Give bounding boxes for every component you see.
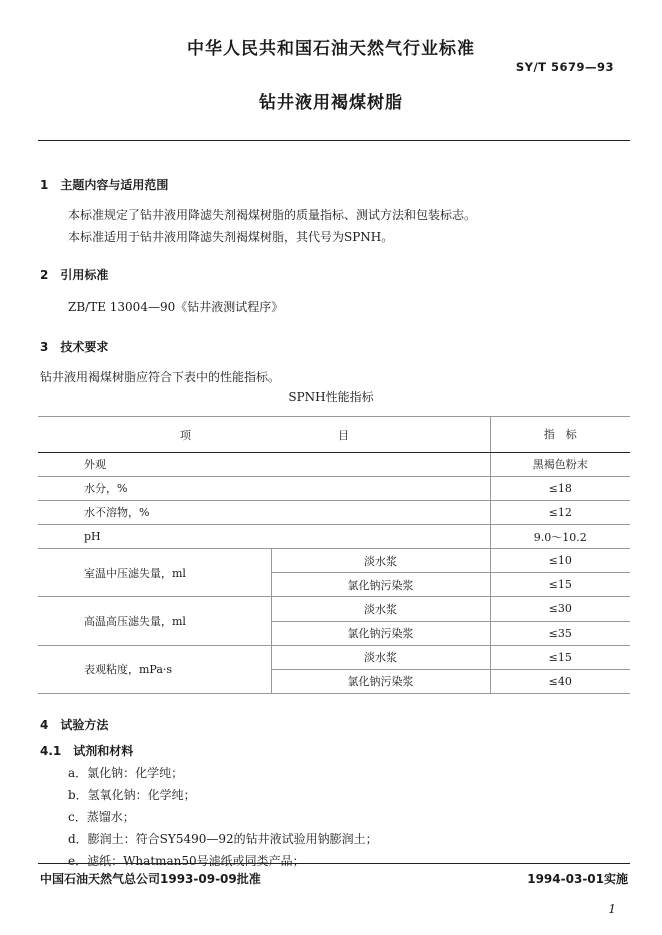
effective-date: 1994-03-01实施: [527, 872, 628, 886]
approval-note: 中国石油天然气总公司1993-09-09批准: [40, 872, 261, 886]
group-sub-item: 淡水浆: [271, 645, 490, 669]
row-item: 水不溶物，%: [38, 500, 490, 524]
group-item: 室温中压滤失量，ml: [38, 549, 271, 597]
group-sub-item: 氯化钠污染浆: [271, 573, 490, 597]
spec-table: [38, 416, 630, 694]
section-1-heading: 1 主题内容与适用范围: [40, 178, 169, 192]
group-sub-item: 淡水浆: [271, 597, 490, 621]
standard-code: SY/T 5679—93: [515, 60, 614, 74]
group-sub-item: 氯化钠污染浆: [271, 669, 490, 693]
page-number: 1: [608, 902, 616, 916]
table-row: [38, 500, 630, 524]
table-row: [38, 597, 630, 621]
row-spec: ≤40: [490, 669, 630, 693]
group-sub-item: 氯化钠污染浆: [271, 621, 490, 645]
row-spec: ≤18: [490, 476, 630, 500]
row-spec: ≤10: [490, 549, 630, 573]
document-title: 钻井液用褐煤树脂: [259, 93, 403, 113]
row-spec: ≤30: [490, 597, 630, 621]
section-2-heading: 2 引用标准: [40, 268, 109, 282]
list-item: d．膨润土：符合SY5490—92的钻井液试验用钠膨润土；: [68, 832, 378, 846]
list-item: a．氯化钠：化学纯；: [68, 766, 184, 780]
group-item: 高温高压滤失量，ml: [38, 597, 271, 645]
table-row: [38, 452, 630, 476]
header-organization: 中华人民共和国石油天然气行业标准: [187, 39, 475, 59]
group-sub-item: 淡水浆: [271, 549, 490, 573]
row-spec: ≤35: [490, 621, 630, 645]
list-item: e．滤纸：Whatman50号滤纸或同类产品；: [68, 854, 305, 868]
reference-standard: ZB/TE 13004—90《钻井液测试程序》: [68, 300, 284, 314]
footer-rule: [38, 863, 630, 864]
row-item: 水分，%: [38, 476, 490, 500]
row-spec: ≤15: [490, 573, 630, 597]
column-header-item: [38, 417, 490, 453]
section-3-heading: 3 技术要求: [40, 340, 109, 354]
row-spec: ≤15: [490, 645, 630, 669]
section-4-1-heading: 4.1 试剂和材料: [40, 744, 134, 758]
row-item: pH: [38, 525, 490, 549]
header-rule: [38, 140, 630, 141]
table-header-row: [38, 417, 630, 453]
table-row: [38, 525, 630, 549]
row-spec: 黑褐色粉末: [490, 452, 630, 476]
list-item: b．氢氧化钠：化学纯；: [68, 788, 196, 802]
list-item: c．蒸馏水；: [68, 810, 135, 824]
row-spec: ≤12: [490, 500, 630, 524]
table-caption: SPNH性能指标: [288, 390, 374, 404]
row-item: 外观: [38, 452, 490, 476]
column-header-spec: 指 标: [490, 417, 630, 453]
section-3-intro: 钻井液用褐煤树脂应符合下表中的性能指标。: [40, 370, 281, 384]
section-1-paragraph: 本标准适用于钻井液用降滤失剂褐煤树脂，其代号为SPNH。: [68, 230, 394, 244]
table-row: [38, 476, 630, 500]
row-spec: 9.0～10.2: [490, 525, 630, 549]
group-item: 表观粘度，mPa·s: [38, 645, 271, 693]
table-row: [38, 645, 630, 669]
section-1-paragraph: 本标准规定了钻井液用降滤失剂褐煤树脂的质量指标、测试方法和包装标志。: [68, 208, 477, 222]
column-header-item-char: 项: [180, 429, 191, 442]
section-4-heading: 4 试验方法: [40, 718, 109, 732]
table-row: [38, 549, 630, 573]
column-header-item-char: 目: [338, 429, 349, 442]
